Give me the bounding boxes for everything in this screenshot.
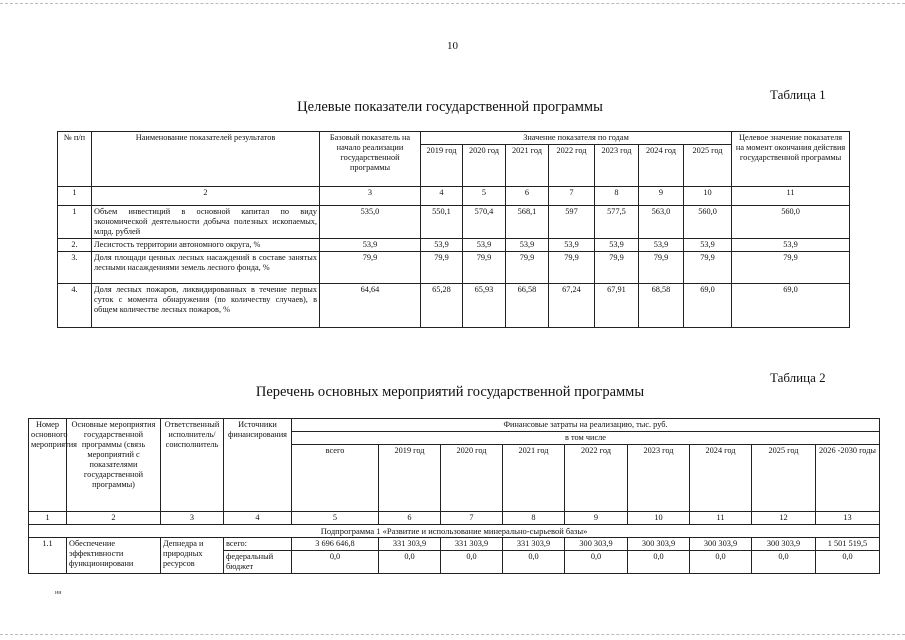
header-funding-source: Источники финансирования <box>224 419 292 512</box>
header-year: 2023 год <box>628 444 690 511</box>
year-value: 65,28 <box>421 283 463 327</box>
year-value: 79,9 <box>463 251 506 283</box>
year-value: 79,9 <box>421 251 463 283</box>
year-value: 53,9 <box>639 238 684 251</box>
column-number: 4 <box>224 511 292 524</box>
header-indicator-name: Наименование показателей результатов <box>92 132 320 187</box>
year-value: 67,24 <box>549 283 595 327</box>
target-value: 69,0 <box>732 283 850 327</box>
finance-year-value: 0,0 <box>690 551 752 574</box>
page-number: 10 <box>447 40 458 52</box>
table-row <box>58 251 850 283</box>
indicator-name: Объем инвестиций в основной капитал по виду экономической деятельности добыча полезных ископаемых, млрд. рублей <box>92 205 320 238</box>
targets-table <box>57 131 850 328</box>
header-year: 2024 год <box>690 444 752 511</box>
column-number: 12 <box>752 511 816 524</box>
funding-source: федеральный бюджет <box>224 551 292 574</box>
indicator-name: Лесистость территории автономного округа, % <box>92 238 320 251</box>
header-year: 2020 год <box>441 444 503 511</box>
column-number: 1 <box>29 511 67 524</box>
indicator-name: Доля площади ценных лесных насаждений в составе занятых лесными насаждениями земель лесного фонда, % <box>92 251 320 283</box>
header-year: 2019 год <box>379 444 441 511</box>
year-value: 568,1 <box>506 205 549 238</box>
table2-title: Перечень основных мероприятий государственной программы <box>255 384 645 400</box>
table1-title: Целевые показатели государственной программы <box>297 99 603 115</box>
table-row <box>29 538 880 551</box>
column-number: 7 <box>441 511 503 524</box>
column-number: 8 <box>503 511 565 524</box>
column-number: 9 <box>565 511 628 524</box>
header-finance: Финансовые затраты на реализацию, тыс. руб. <box>292 419 880 432</box>
table2-label: Таблица 2 <box>770 370 826 385</box>
year-value: 67,91 <box>595 283 639 327</box>
column-number: 5 <box>292 511 379 524</box>
column-number: 11 <box>732 186 850 205</box>
finance-year-value: 300 303,9 <box>565 538 628 551</box>
target-value: 79,9 <box>732 251 850 283</box>
year-value: 79,9 <box>595 251 639 283</box>
table-row <box>58 238 850 251</box>
header-year: 2025 год <box>752 444 816 511</box>
column-number: 10 <box>628 511 690 524</box>
year-value: 79,9 <box>506 251 549 283</box>
header-executor: Ответственный исполнитель/ соисполнитель <box>161 419 224 512</box>
finance-year-value: 300 303,9 <box>690 538 752 551</box>
year-value: 560,0 <box>684 205 732 238</box>
finance-year-value: 0,0 <box>379 551 441 574</box>
activity-name: Обеспечение эффективности функционировани <box>67 538 161 574</box>
header-year: 2020 год <box>463 144 506 186</box>
finance-year-value: 0,0 <box>441 551 503 574</box>
year-value: 570,4 <box>463 205 506 238</box>
activity-num: 1.1 <box>29 538 67 574</box>
header-total: всего <box>292 444 379 511</box>
column-number: 6 <box>379 511 441 524</box>
header-base-value: Базовый показатель на начало реализации государственной программы <box>320 132 421 187</box>
year-value: 53,9 <box>684 238 732 251</box>
year-value: 79,9 <box>684 251 732 283</box>
column-number: 6 <box>506 186 549 205</box>
column-number: 13 <box>816 511 880 524</box>
year-value: 577,5 <box>595 205 639 238</box>
finance-year-value: 0,0 <box>816 551 880 574</box>
target-value: 560,0 <box>732 205 850 238</box>
column-number: 7 <box>549 186 595 205</box>
finance-year-value: 300 303,9 <box>752 538 816 551</box>
column-number: 11 <box>690 511 752 524</box>
header-num: № п/п <box>58 132 92 187</box>
row-num: 3. <box>58 251 92 283</box>
header-target-value: Целевое значение показателя на момент окончания действия государственной программы <box>732 132 850 187</box>
column-number: 2 <box>67 511 161 524</box>
header-including: в том числе <box>292 431 880 444</box>
row-num: 1 <box>58 205 92 238</box>
page-bottom-edge <box>0 634 905 635</box>
finance-year-value: 300 303,9 <box>628 538 690 551</box>
header-value-by-year: Значение показателя по годам <box>421 132 732 145</box>
table1-label: Таблица 1 <box>770 87 826 102</box>
year-value: 79,9 <box>549 251 595 283</box>
header-year: 2024 год <box>639 144 684 186</box>
year-value: 563,0 <box>639 205 684 238</box>
year-value: 79,9 <box>639 251 684 283</box>
header-year: 2026 -2030 годы <box>816 444 880 511</box>
activity-executor: Депнедра и природных ресурсов <box>161 538 224 574</box>
header-activity-name: Основные мероприятия государственной программы (связь мероприятий с показателями государственной программы) <box>67 419 161 512</box>
column-number: 10 <box>684 186 732 205</box>
finance-year-value: 331 303,9 <box>503 538 565 551</box>
activities-table <box>28 418 880 574</box>
finance-year-value: 331 303,9 <box>441 538 503 551</box>
finance-year-value: 0,0 <box>752 551 816 574</box>
funding-source: всего: <box>224 538 292 551</box>
bottom-mark: нн <box>55 590 62 596</box>
row-num: 2. <box>58 238 92 251</box>
year-value: 53,9 <box>595 238 639 251</box>
column-number: 3 <box>161 511 224 524</box>
year-value: 597 <box>549 205 595 238</box>
column-number: 3 <box>320 186 421 205</box>
header-year: 2019 год <box>421 144 463 186</box>
year-value: 53,9 <box>549 238 595 251</box>
base-value: 79,9 <box>320 251 421 283</box>
column-number: 1 <box>58 186 92 205</box>
year-value: 65,93 <box>463 283 506 327</box>
year-value: 53,9 <box>463 238 506 251</box>
finance-year-value: 0,0 <box>503 551 565 574</box>
indicator-name: Доля лесных пожаров, ликвидированных в течение первых суток с момента обнаружения (по количеству случаев), в общем количестве лесных пожаров, % <box>92 283 320 327</box>
year-value: 53,9 <box>421 238 463 251</box>
column-number: 9 <box>639 186 684 205</box>
column-number: 8 <box>595 186 639 205</box>
finance-total: 3 696 646,8 <box>292 538 379 551</box>
finance-year-value: 1 501 519,5 <box>816 538 880 551</box>
finance-total: 0,0 <box>292 551 379 574</box>
year-value: 66,58 <box>506 283 549 327</box>
page-top-edge <box>0 3 905 4</box>
year-value: 69,0 <box>684 283 732 327</box>
header-year: 2022 год <box>565 444 628 511</box>
row-num: 4. <box>58 283 92 327</box>
column-number: 5 <box>463 186 506 205</box>
header-activity-num: Номер основного мероприятия <box>29 419 67 512</box>
base-value: 53,9 <box>320 238 421 251</box>
column-number: 2 <box>92 186 320 205</box>
finance-year-value: 331 303,9 <box>379 538 441 551</box>
finance-year-value: 0,0 <box>628 551 690 574</box>
header-year: 2025 год <box>684 144 732 186</box>
finance-year-value: 0,0 <box>565 551 628 574</box>
year-value: 68,58 <box>639 283 684 327</box>
header-year: 2021 год <box>506 144 549 186</box>
table-row <box>58 205 850 238</box>
year-value: 550,1 <box>421 205 463 238</box>
table-row <box>58 283 850 327</box>
year-value: 53,9 <box>506 238 549 251</box>
column-number: 4 <box>421 186 463 205</box>
header-year: 2021 год <box>503 444 565 511</box>
base-value: 535,0 <box>320 205 421 238</box>
target-value: 53,9 <box>732 238 850 251</box>
subprogram-heading: Подпрограмма 1 «Развитие и использование минерально-сырьевой базы» <box>29 524 880 537</box>
base-value: 64,64 <box>320 283 421 327</box>
header-year: 2022 год <box>549 144 595 186</box>
header-year: 2023 год <box>595 144 639 186</box>
